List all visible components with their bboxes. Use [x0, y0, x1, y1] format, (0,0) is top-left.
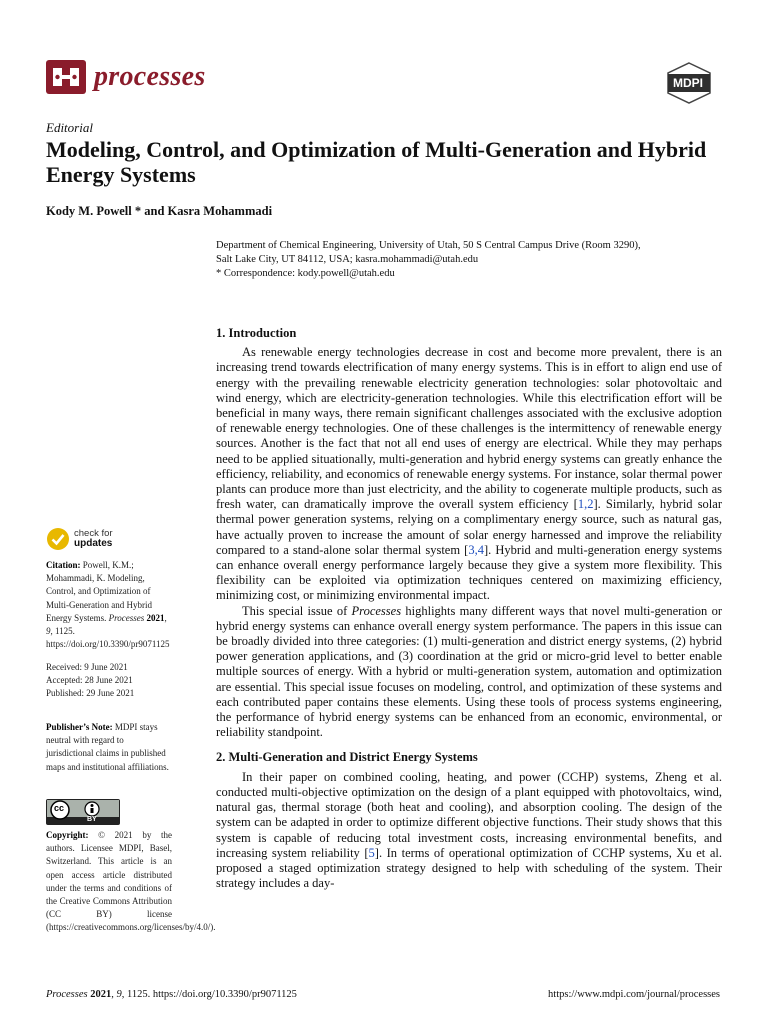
published-date: Published: 29 June 2021 [46, 688, 135, 699]
check-for-updates[interactable] [46, 527, 113, 551]
check-updates-line2: updates [74, 538, 113, 549]
cc-by-license-badge[interactable] [46, 799, 120, 825]
check-updates-icon [46, 527, 70, 551]
paragraph: In their paper on combined cooling, heating, and power (CCHP) systems, Zheng et al. conducted multi-objective optimization on the design of a plant equipped with photovoltaics, wind, natural gas, thermal storage (both heat and cooling), and absorption cooling. The design of the system can be adapted in order to optimize different objective functions. Their study shows that this system is capable of reducing total investment costs, increasing environmental benefits, and increasing system reliability [5]. In terms of operational optimization of CCHP systems, Xu et al. proposed a staged optimization strategy designed to help with scheduling of the system. Their strategy includes a day- [216, 769, 722, 891]
affiliation-line: Department of Chemical Engineering, University of Utah, 50 S Central Campus Drive (Room 3290), [216, 240, 641, 251]
footer-doi[interactable]: , 1125. https://doi.org/10.3390/pr9071125 [121, 989, 297, 1000]
processes-logo-icon [46, 60, 86, 94]
check-updates-line1: check for [74, 528, 113, 539]
citation-year: 2021 [146, 612, 165, 623]
received-date: Received: 9 June 2021 [46, 662, 128, 672]
reference-link[interactable]: 3,4 [468, 542, 484, 557]
article-title: Modeling, Control, and Optimization of Multi-Generation and Hybrid Energy Systems [46, 137, 707, 187]
footer-journal-url[interactable]: https://www.mdpi.com/journal/processes [548, 989, 720, 1000]
affiliations [216, 239, 736, 281]
by-text: BY [87, 816, 97, 823]
publisher-note-label: Publisher’s Note: [46, 722, 113, 732]
accepted-date: Accepted: 28 June 2021 [46, 675, 133, 686]
citation-block: Citation: Powell, K.M.; Mohammadi, K. Modeling, Control, and Optimization of Multi-Generation and Hybrid Energy Systems. Processes 2021, 9, 1125. https://doi.org/10.3390/pr9071125 [46, 560, 170, 650]
paragraph: This special issue of Processes highlights many different ways that novel multi-generation or hybrid energy systems can enhance overall energy system performance. The papers in this issue can be broadly divided into three categories: (1) multi-generation and district energy systems, (2) hybrid power generation applications, and (3) coordination at the grid or micro-grid level to better enable multiple sources of energy. With a hybrid or multi-generation system, automation and optimization are essential. This special issue focuses on modeling, control, and optimization of these systems and each contributed paper contains these elements. Using these tools of process systems engineering, the performance of hybrid energy systems can be enhanced from an economic, environmental, or reliability standpoint. [216, 603, 722, 740]
footer-citation: Processes 2021, 9, 1125. https://doi.org/10.3390/pr9071125 [46, 989, 297, 1000]
journal-logo [46, 60, 206, 94]
publisher-note-text: MDPI stays neutral with regard to jurisdictional claims in published maps and institutional affiliations. [46, 722, 169, 772]
cc-text: cc [54, 803, 65, 813]
citation-volume: 9 [46, 626, 51, 637]
publisher-logo [666, 62, 712, 109]
correspondence: * Correspondence: kody.powell@utah.edu [216, 268, 395, 279]
dates-block [46, 661, 172, 701]
affiliation-line: Salt Lake City, UT 84112, USA; kasra.mohammadi@utah.edu [216, 254, 479, 265]
citation-label: Citation: [46, 560, 81, 570]
authors: Kody M. Powell * and Kasra Mohammadi [46, 204, 273, 218]
main-body [216, 326, 722, 891]
section-heading: 2. Multi-Generation and District Energy Systems [216, 750, 478, 765]
publisher-note [46, 721, 172, 774]
paragraph: As renewable energy technologies decrease in cost and become more prevalent, there is an increasing trend towards electrification of many energy systems. This is in effort to align end use of energy with the prevailing renewable electricity generation technologies: solar photovoltaic and wind energy, which are electricity-generation technologies. While this electrification effort will be beneficial in many ways, there remain significant challenges associated with the exclusive adoption of renewable energy technologies. One of these challenges is the intermittency of renewable energy sources. Another is the fact that not all end uses of energy are electrical. While they may perhaps need to be applied situationally, multi-generation and hybrid energy systems can greatly enhance the efficiency, reliability, and economics of renewable energy systems. For instance, solar thermal power plants can produce more than just electricity, and the ability to cogenerate multiple products, such as fresh water, can dramatically improve the overall system efficiency [1,2]. Similarly, hybrid solar thermal power generation systems, relying on a complimentary energy source, such as natural gas, have actually proven to increase the amount of solar energy harnessed and improve the reliability compared to a stand-alone solar thermal system [3,4]. Hybrid and multi-generation energy systems can enhance overall energy performance largely because they give a system more flexibility. This flexibility can be exploited via optimization techniques centered on maximizing efficiency, minimizing cost, or minimizing environmental impact. [216, 345, 722, 603]
copyright-label: Copyright: [46, 830, 89, 840]
citation-journal: Processes [108, 612, 145, 623]
reference-link[interactable]: 5 [368, 845, 375, 860]
copyright-text: © 2021 by the authors. Licensee MDPI, Basel, Switzerland. This article is an open access article distributed under the terms and conditions of the Creative Commons Attribution (CC BY) license (https://creativecommons.org/licenses/by/4.0/). [46, 830, 216, 933]
publisher-name: MDPI [673, 76, 703, 90]
citation-doi[interactable]: , 1125. https://doi.org/10.3390/pr9071125 [46, 626, 170, 650]
journal-name: processes [94, 61, 206, 92]
citation-text: Powell, K.M.; Mohammadi, K. Modeling, Control, and Optimization of Multi-Generation and Hybrid Energy Systems. [46, 560, 152, 623]
article-type: Editorial [46, 120, 93, 135]
section-heading: 1. Introduction [216, 326, 297, 340]
reference-link[interactable]: 1,2 [577, 497, 594, 512]
copyright-block [46, 829, 216, 935]
